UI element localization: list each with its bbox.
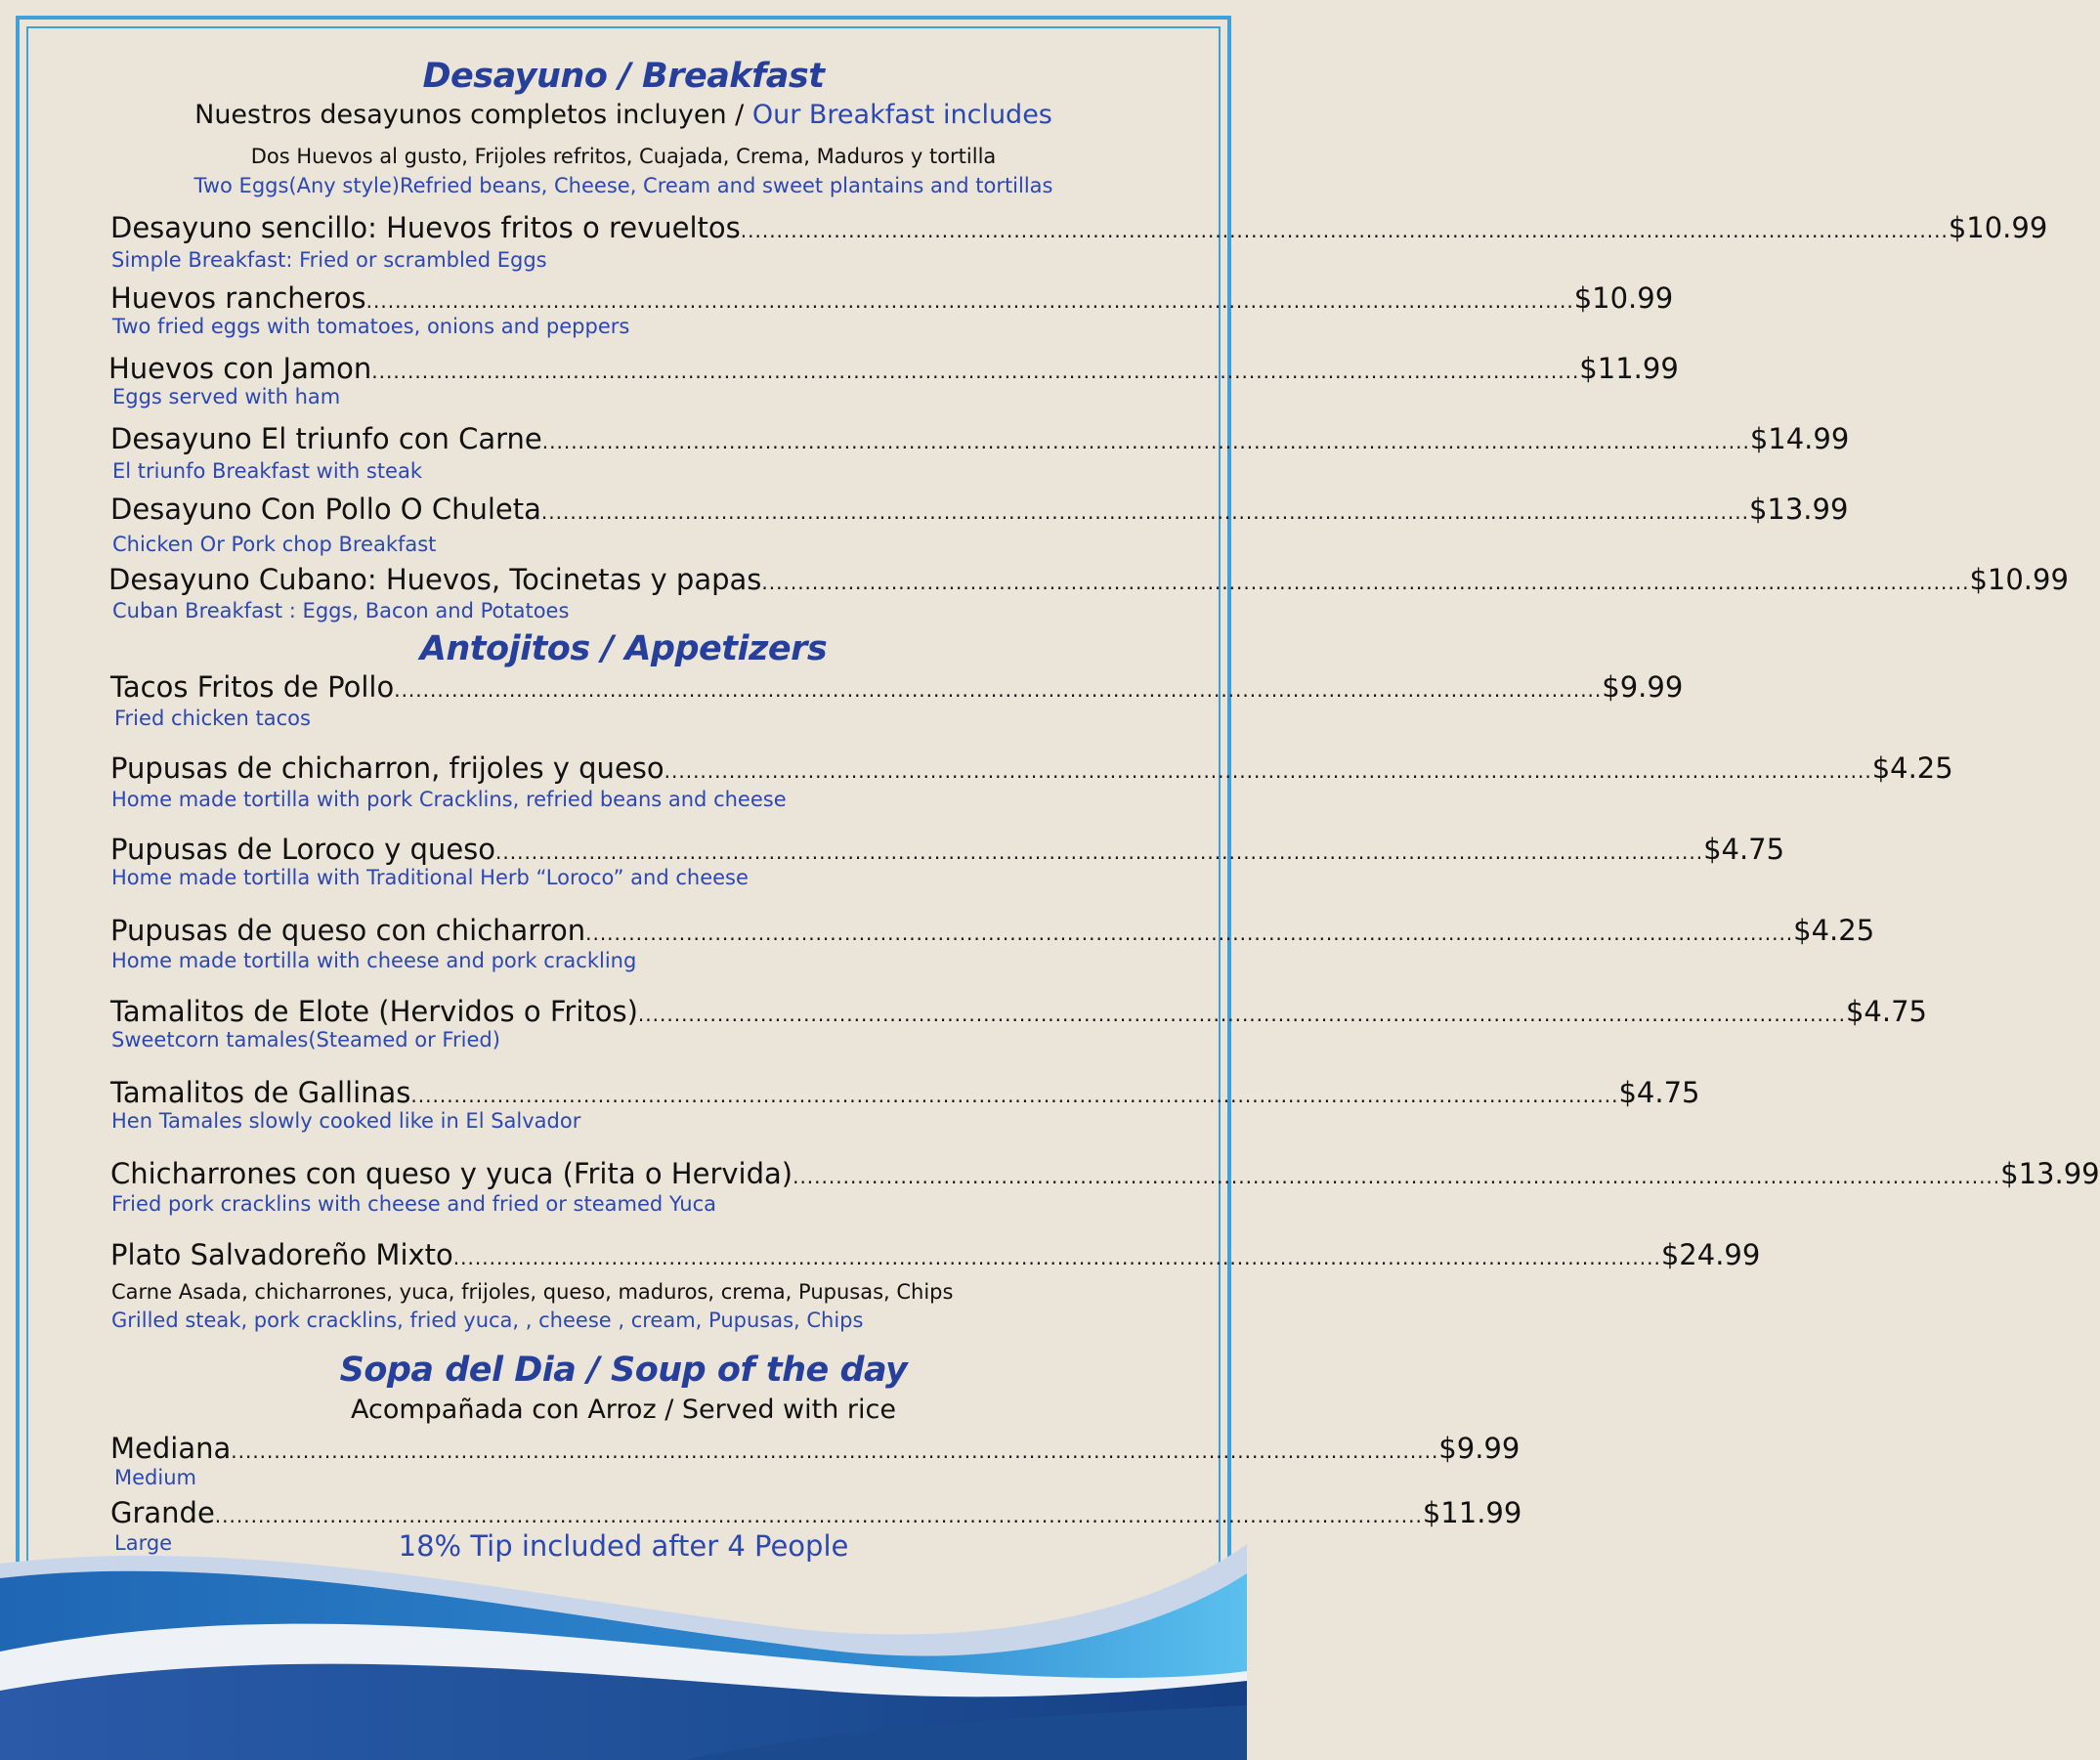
item-name: Mediana xyxy=(110,1432,232,1465)
dot-leader: ........................................................................................................................................................................ xyxy=(410,1084,1619,1107)
item-description: Sweetcorn tamales(Steamed or Fried) xyxy=(111,1028,500,1052)
menu-item xyxy=(110,1157,2100,1190)
item-price: $10.99 xyxy=(1948,211,2048,244)
dot-leader: ........................................................................................................................................................................ xyxy=(394,678,1603,702)
breakfast-details-es: Dos Huevos al gusto, Frijoles refritos, Cuajada, Crema, Maduros y tortilla xyxy=(250,145,997,168)
item-description: Home made tortilla with cheese and pork crackling xyxy=(111,949,637,972)
dot-leader: ........................................................................................................................................................................ xyxy=(365,289,1574,313)
menu-item xyxy=(110,1432,1521,1465)
dot-leader: ........................................................................................................................................................................ xyxy=(452,1246,1661,1269)
item-name: Grande xyxy=(110,1496,215,1529)
item-description: Grilled steak, pork cracklins, fried yuca, , cheese , cream, Pupusas, Chips xyxy=(111,1309,864,1332)
item-name: Desayuno sencillo: Huevos fritos o revueltos xyxy=(110,211,741,244)
dot-leader: ........................................................................................................................................................................ xyxy=(495,840,1704,864)
item-description: Cuban Breakfast : Eggs, Bacon and Potatoes xyxy=(112,599,570,622)
item-price: $10.99 xyxy=(1969,563,2069,596)
item-description: Fried chicken tacos xyxy=(114,707,311,730)
item-description: Home made tortilla with pork Cracklins, refried beans and cheese xyxy=(111,788,787,811)
dot-leader: ........................................................................................................................................................................ xyxy=(585,922,1794,945)
item-price: $4.75 xyxy=(1703,833,1785,866)
menu-item xyxy=(110,995,1927,1028)
dot-leader: ........................................................................................................................................................................ xyxy=(214,1504,1423,1527)
item-price: $10.99 xyxy=(1573,281,1674,315)
item-name: Desayuno El triunfo con Carne xyxy=(110,422,542,455)
tip-note: 18% Tip included after 4 People xyxy=(398,1529,849,1563)
item-price: $4.75 xyxy=(1618,1076,1700,1109)
item-name: Tamalitos de Elote (Hervidos o Fritos) xyxy=(110,995,638,1028)
dot-leader: ........................................................................................................................................................................ xyxy=(231,1439,1439,1463)
item-name: Chicharrones con queso y yuca (Frita o Hervida) xyxy=(110,1157,793,1190)
soup-title: Sopa del Dia / Soup of the day xyxy=(339,1351,908,1390)
menu-item xyxy=(110,1238,1761,1271)
item-price: $4.75 xyxy=(1845,995,1927,1028)
item-price: $11.99 xyxy=(1422,1496,1522,1529)
item-name: Tacos Fritos de Pollo xyxy=(110,670,395,704)
breakfast-details-en: Two Eggs(Any style)Refried beans, Cheese, Cream and sweet plantains and tortillas xyxy=(193,174,1053,197)
dot-leader: ........................................................................................................................................................................ xyxy=(793,1165,2001,1188)
menu-item xyxy=(110,1496,1522,1529)
soup-subtitle: Acompañada con Arroz / Served with rice xyxy=(351,1395,896,1425)
item-description-es: Carne Asada, chicharrones, yuca, frijoles, queso, maduros, crema, Pupusas, Chips xyxy=(111,1280,954,1304)
item-description: Hen Tamales slowly cooked like in El Salvador xyxy=(111,1109,581,1133)
dot-leader: ........................................................................................................................................................................ xyxy=(761,571,1970,594)
item-name: Tamalitos de Gallinas xyxy=(110,1076,411,1109)
item-description: Fried pork cracklins with cheese and fried or steamed Yuca xyxy=(111,1192,717,1216)
item-name: Pupusas de Loroco y queso xyxy=(110,833,496,866)
item-price: $4.25 xyxy=(1871,751,1953,785)
item-description: Simple Breakfast: Fried or scrambled Eggs xyxy=(111,248,547,272)
item-name: Pupusas de queso con chicharron xyxy=(110,914,586,947)
item-name: Plato Salvadoreño Mixto xyxy=(110,1238,453,1271)
breakfast-includes xyxy=(0,100,1247,130)
item-name: Huevos rancheros xyxy=(110,281,366,315)
menu-item xyxy=(110,422,1850,455)
item-description: Chicken Or Pork chop Breakfast xyxy=(112,533,437,556)
menu-item xyxy=(108,352,1679,385)
dot-leader: ........................................................................................................................................................................ xyxy=(541,430,1750,453)
dot-leader: ........................................................................................................................................................................ xyxy=(371,360,1580,383)
menu-item xyxy=(110,751,1953,785)
item-name: Huevos con Jamon xyxy=(108,352,372,385)
item-description: Medium xyxy=(114,1466,196,1489)
item-description: Home made tortilla with Traditional Herb “Loroco” and cheese xyxy=(111,866,749,889)
dot-leader: ........................................................................................................................................................................ xyxy=(637,1003,1846,1026)
breakfast-title: Desayuno / Breakfast xyxy=(422,57,825,96)
menu-item xyxy=(110,670,1684,704)
item-name: Desayuno Con Pollo O Chuleta xyxy=(110,493,541,526)
wave-footer xyxy=(0,1534,1247,1760)
item-price: $11.99 xyxy=(1579,352,1679,385)
item-description: Two fried eggs with tomatoes, onions and peppers xyxy=(112,315,630,338)
menu-item xyxy=(108,563,2069,596)
dot-leader: ........................................................................................................................................................................ xyxy=(540,500,1749,524)
item-name: Desayuno Cubano: Huevos, Tocinetas y papas xyxy=(108,563,762,596)
item-price: $13.99 xyxy=(2000,1157,2100,1190)
menu-item xyxy=(110,281,1674,315)
menu-item xyxy=(110,914,1875,947)
menu-item xyxy=(110,833,1785,866)
menu-item xyxy=(110,1076,1700,1109)
item-price: $13.99 xyxy=(1748,493,1849,526)
includes-es: Nuestros desayunos completos incluyen / xyxy=(194,100,752,130)
dot-leader: ........................................................................................................................................................................ xyxy=(664,759,1872,783)
item-description: Large xyxy=(114,1531,173,1555)
item-price: $24.99 xyxy=(1660,1238,1761,1271)
item-description: Eggs served with ham xyxy=(112,385,341,408)
item-description: El triunfo Breakfast with steak xyxy=(112,459,423,483)
item-price: $9.99 xyxy=(1602,670,1684,704)
dot-leader: ........................................................................................................................................................................ xyxy=(740,219,1949,242)
includes-en: Our Breakfast includes xyxy=(751,100,1052,130)
item-price: $14.99 xyxy=(1749,422,1850,455)
item-price: $4.25 xyxy=(1793,914,1875,947)
menu-item xyxy=(110,493,1849,526)
menu-item xyxy=(110,211,2048,244)
item-price: $9.99 xyxy=(1438,1432,1521,1465)
appetizers-title: Antojitos / Appetizers xyxy=(419,629,828,668)
item-name: Pupusas de chicharron, frijoles y queso xyxy=(110,751,664,785)
